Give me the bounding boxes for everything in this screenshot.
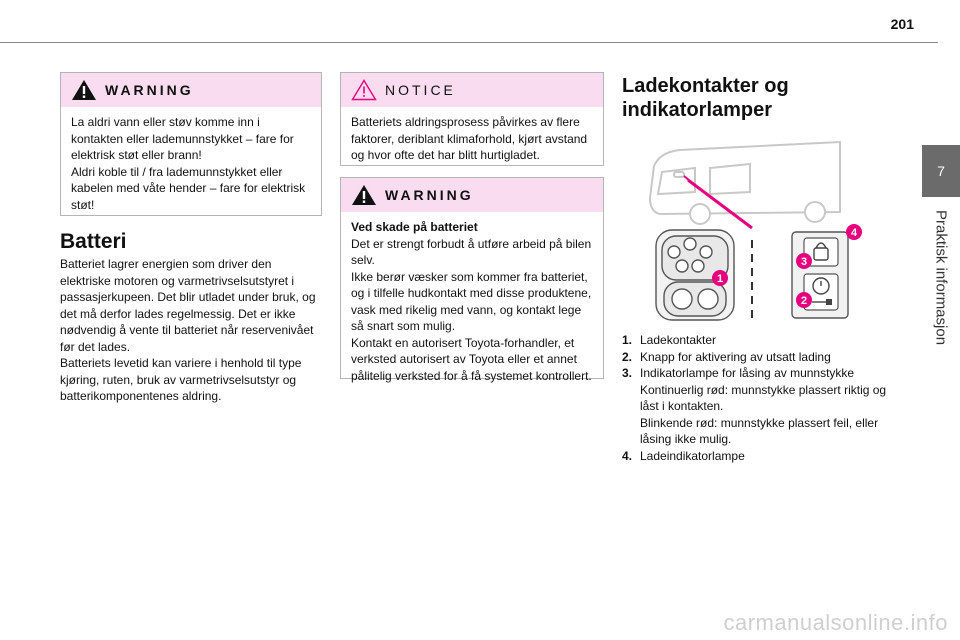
list-item: [622, 365, 892, 448]
callout-4-label: 4: [850, 227, 858, 239]
list-item: [622, 332, 892, 349]
callout-3-label: 3: [800, 256, 808, 268]
notice-text: [341, 107, 603, 172]
battery-paragraph: Batteriet lagrer energien som driver den elektriske motoren og varmetrivselsutstyret i passasjerkupeen. Det blir utladet under bruk, og det må derfor lades regelmessig. Det er ikke nødvendig å vente til batteriet når reservenivået før det lades. Batteriets levetid kan variere i henhold til type kjøring, ruten, bruk av varmetrivselsutstyr og batterikomponentenes aldring.: [60, 257, 316, 403]
list-number: 4.: [622, 448, 633, 463]
list-text: Knapp for aktivering av utsatt lading: [640, 349, 831, 364]
top-divider: [0, 42, 938, 43]
warning-label: WARNING: [105, 82, 194, 98]
callout-1-label: 1: [716, 273, 724, 285]
notice-triangle-icon: [351, 79, 377, 101]
notice-box: [340, 72, 604, 166]
callout-4: [846, 224, 862, 240]
callout-1: [712, 270, 728, 286]
warning-paragraph: La aldri vann eller støv komme inn i kontakten eller lademunnstykket – fare for elektrisk støt eller brann! Aldri koble til / fra lademunnstykket eller kabelen med våte hender – fare for elektrisk støt!: [71, 115, 306, 212]
component-list: [622, 332, 892, 464]
warning-box-battery-damage: [340, 177, 604, 383]
list-item: [622, 349, 892, 366]
notice-paragraph: Batteriets aldringsprosess påvirkes av flere faktorer, deriblant klimaforhold, kjørt avstand og hvor ofte det har blitt hurtigladet.: [351, 115, 588, 162]
warning-text: [61, 107, 321, 221]
chapter-title-text: Praktisk informasjon: [932, 210, 950, 346]
list-text: Ladekontakter: [640, 333, 717, 347]
battery-text: [60, 256, 322, 405]
warning-header: [61, 73, 321, 107]
warning-header: [341, 178, 603, 212]
list-number: 3.: [622, 366, 633, 380]
callout-2: [796, 292, 812, 308]
list-item: [622, 448, 892, 465]
warning-triangle-icon: [351, 184, 377, 206]
warning-triangle-icon: [71, 79, 97, 101]
list-number: 1.: [622, 333, 633, 347]
chapter-tab[interactable]: 7: [922, 145, 960, 197]
warning-lead: Ved skade på batteriet: [351, 220, 478, 234]
warning-paragraph: Det er strengt forbudt å utføre arbeid på bilen selv. Ikke berør væsker som kommer fra batteriet, og i tilfelle hudkontakt med disse produktene, vask med rikelig med vann, og kontakt lege så snart som mulig. Kontakt en autorisert Toyota-forhandler, et verksted autorisert av Toyota eller et annet pålitelig verksted for å få systemet kontrollert.: [351, 236, 592, 383]
charging-port-diagram: [640, 128, 870, 328]
callout-2-label: 2: [800, 295, 808, 307]
battery-heading: Batteri: [60, 230, 127, 253]
chapter-title: [924, 210, 958, 360]
page-number: 201: [890, 16, 914, 32]
notice-label: NOTICE: [385, 82, 456, 98]
notice-header: [341, 73, 603, 107]
van-illustration: [650, 142, 840, 224]
callout-3: [796, 253, 812, 269]
section-heading: Ladekontakter og indikatorlamper: [622, 75, 789, 121]
warning-text: [341, 212, 603, 392]
watermark[interactable]: carmanualsonline.info: [723, 610, 948, 635]
list-text: Ladeindikatorlampe: [640, 448, 745, 463]
list-number: 2.: [622, 349, 633, 364]
warning-label: WARNING: [385, 187, 474, 203]
warning-box-electric-shock: [60, 72, 322, 216]
list-text: Indikatorlampe for låsing av munnstykke Kontinuerlig rød: munnstykke plassert riktig og låst i kontakten. Blinkende rød: munnstykke plassert feil, eller låsing ikke mulig.: [640, 366, 887, 446]
